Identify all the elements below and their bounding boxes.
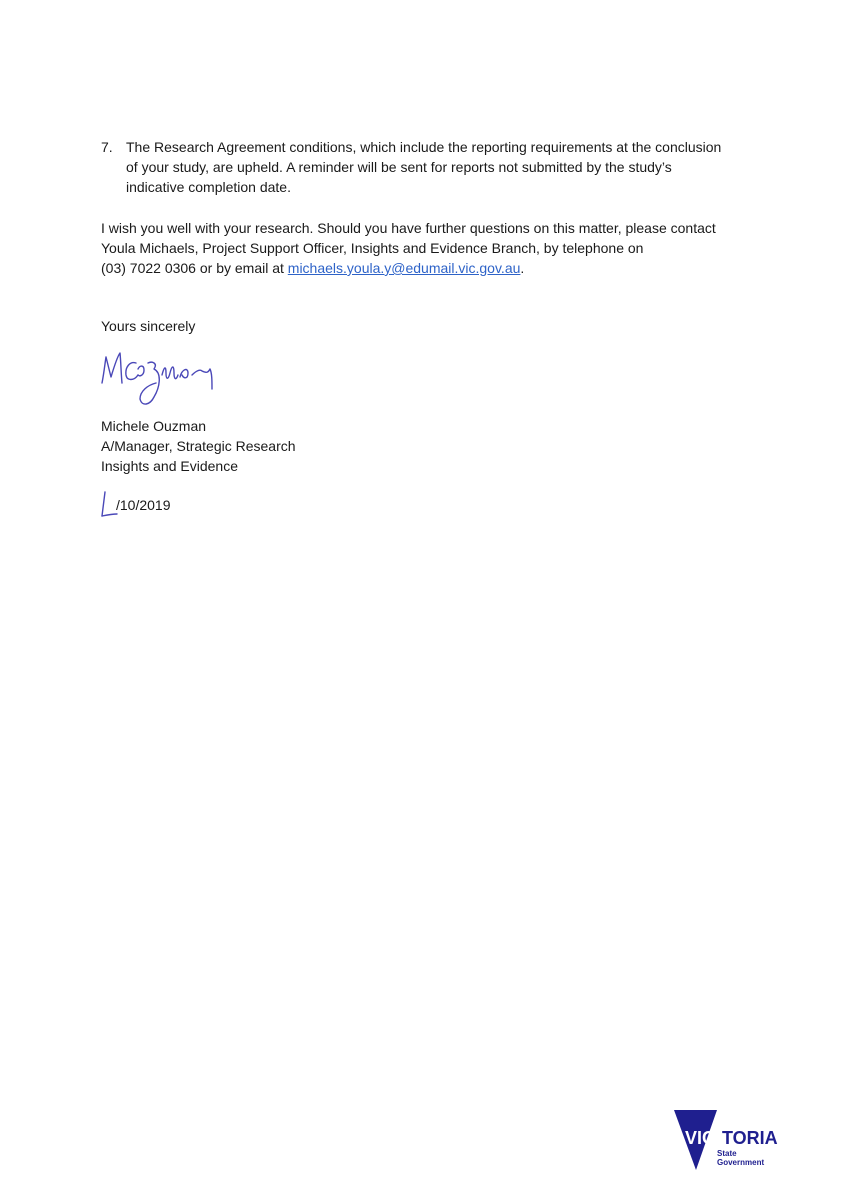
logo-line-government: Government xyxy=(717,1158,765,1167)
date-text: /10/2019 xyxy=(116,497,171,513)
handwritten-signature xyxy=(96,343,226,411)
signer-title: A/Manager, Strategic Research xyxy=(101,438,296,454)
date-line xyxy=(99,490,219,522)
item-line-1: The Research Agreement conditions, which include the reporting requirements at the conclusion xyxy=(126,139,722,155)
logo-wordmark-vic: VIC xyxy=(685,1128,716,1148)
signer-unit: Insights and Evidence xyxy=(101,458,238,474)
contact-line-2: Youla Michaels, Project Support Officer, Insights and Evidence Branch, by telephone on xyxy=(101,240,644,256)
contact-paragraph xyxy=(101,218,751,278)
victoria-state-government-logo xyxy=(670,1108,780,1172)
contact-line-3-suffix: . xyxy=(520,260,525,276)
signer-name: Michele Ouzman xyxy=(101,418,207,434)
logo-line-state: State xyxy=(717,1149,737,1158)
signer-block xyxy=(101,416,296,476)
email-link[interactable]: michaels.youla.y@edumail.vic.gov.au xyxy=(287,260,521,276)
closing-salutation: Yours sincerely xyxy=(101,318,196,334)
item-text xyxy=(126,137,751,197)
item-line-2: of your study, are upheld. A reminder will be sent for reports not submitted by the study’s xyxy=(126,159,672,175)
contact-line-1: I wish you well with your research. Should you have further questions on this matter, please contact xyxy=(101,220,716,236)
logo-wordmark-toria: TORIA xyxy=(722,1128,778,1148)
contact-line-3-prefix: (03) 7022 0306 or by email at xyxy=(101,260,288,276)
contact-line-3 xyxy=(101,258,751,278)
item-line-3: indicative completion date. xyxy=(126,179,291,195)
numbered-item-7 xyxy=(101,137,751,197)
item-number: 7. xyxy=(101,139,113,155)
